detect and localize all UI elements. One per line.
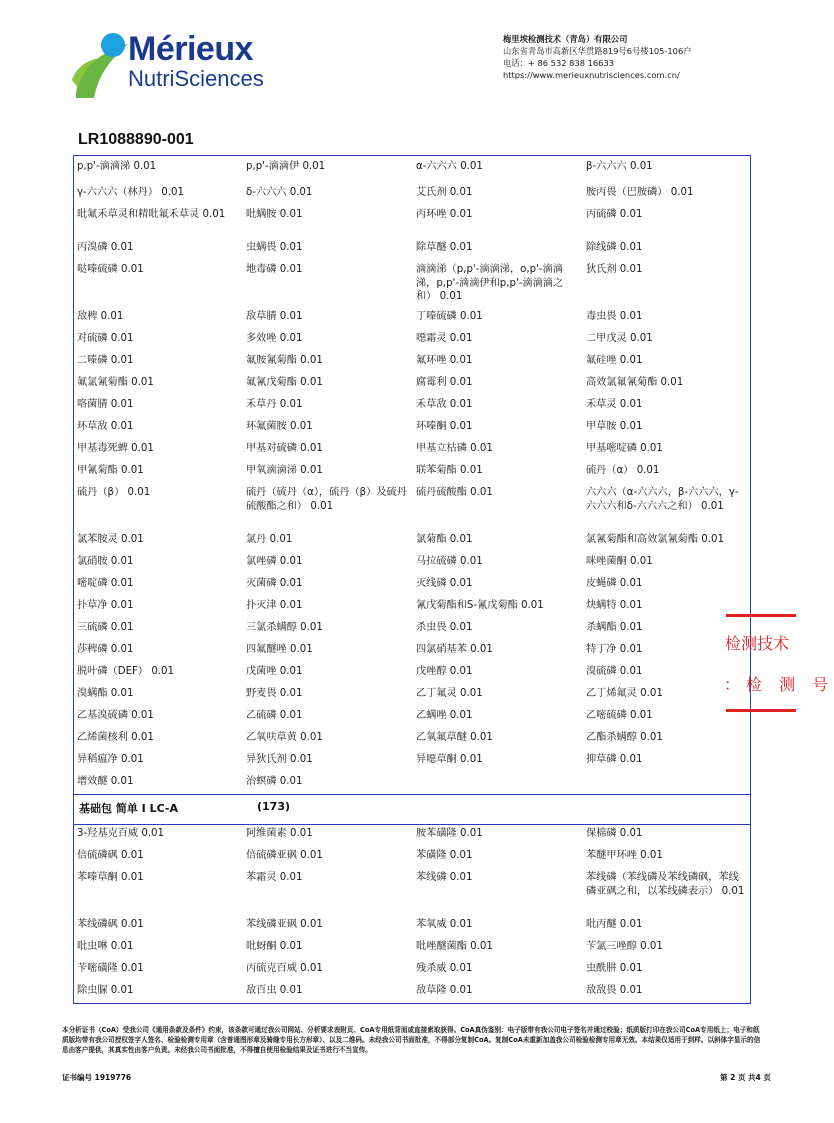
table-cell: 乙螨唑 0.01 (416, 710, 473, 721)
table-cell: 氟硅唑 0.01 (586, 355, 643, 366)
table-cell: 乙酯杀螨醇 0.01 (586, 732, 663, 743)
table-cell: 乙烯菌核利 0.01 (77, 732, 154, 743)
table-cell: 多效唑 0.01 (246, 333, 303, 344)
table-cell: 三氯杀螨醇 0.01 (246, 622, 323, 633)
table-cell: 吡螨胺 0.01 (246, 209, 303, 220)
table-cell: 阿维菌素 0.01 (246, 828, 313, 839)
table-cell: 甲基对硫磷 0.01 (246, 443, 323, 454)
table-cell: 氯苯胺灵 0.01 (77, 534, 144, 545)
table-cell: 氯菊酯 0.01 (416, 534, 473, 545)
table-cell: 丙环唑 0.01 (416, 209, 473, 220)
table-cell: 苯霜灵 0.01 (246, 872, 303, 883)
disclaimer-text: 本分析证书（CoA）受我公司《通用条款及条件》约束，该条款可通过我公司网站、分析要求表附页、CoA专用纸背面或直接索取获得。CoA真伪鉴别：电子版带有我公司电子签名并通过校验；纸质版打印在我公司CoA专用纸上；电子和纸质版均带有我公司授权签字人签名、检验检测专用章（含普通图形章及骑缝专用长方形章）、以及二维码。未经我公司书面批准，不得部分复制CoA。复制CoA未重新加盖我公司检验检测专用章无效。本结果仅适用于到样。以斜体字显示的信息由客户提供，其真实性由客户负责。未经我公司书面批准，不得擅自使用检验结果及证书进行不当宣传。 (62, 1026, 761, 1054)
table-cell: 苯线磷（苯线磷及苯线磷砜，苯线磷亚砜之和，以苯线磷表示） 0.01 (586, 872, 745, 897)
table-cell: 乙基溴硫磷 0.01 (77, 710, 154, 721)
table-cell: 胺苯磺隆 0.01 (416, 828, 483, 839)
table-cell: 3-羟基克百威 0.01 (77, 828, 165, 839)
table-cell: 吡虫啉 0.01 (77, 941, 134, 952)
stamp-bottom-line (726, 709, 796, 712)
table-cell: 马拉硫磷 0.01 (416, 556, 483, 567)
table-cell: 敌草隆 0.01 (416, 985, 473, 996)
table-cell: 四氟醚唑 0.01 (246, 644, 313, 655)
table-cell: 吡丙醚 0.01 (586, 919, 643, 930)
table-cell: 苯磺隆 0.01 (416, 850, 473, 861)
table-cell: p,p'-滴滴伊 0.01 (246, 161, 326, 172)
table-cell: 异噁草酮 0.01 (416, 754, 483, 765)
table-cell: 敌百虫 0.01 (246, 985, 303, 996)
section-title: 基础包 简单 I LC-A (79, 802, 178, 815)
table-cell: 四氯硝基苯 0.01 (416, 644, 493, 655)
table-cell: 二嗪磷 0.01 (77, 355, 134, 366)
table-cell: 扑草净 0.01 (77, 600, 134, 611)
table-cell: 苯线磷砜 0.01 (77, 919, 144, 930)
table-cell: 氟环唑 0.01 (416, 355, 473, 366)
table-cell: 敌敌畏 0.01 (586, 985, 643, 996)
table-cell: 毒虫畏 0.01 (586, 311, 643, 322)
table-cell: 禾草敌 0.01 (416, 399, 473, 410)
table-cell: 乙丁氟灵 0.01 (416, 688, 483, 699)
table-cell: 莎稗磷 0.01 (77, 644, 134, 655)
table-cell: 灭菌磷 0.01 (246, 578, 303, 589)
stamp-top-line (726, 614, 796, 617)
table-cell: 敌稗 0.01 (77, 311, 124, 322)
table-cell: δ-六六六 0.01 (246, 187, 313, 198)
table-cell: 嘧啶磷 0.01 (77, 578, 134, 589)
table-cell: 滴滴涕（p,p'-滴滴涕，o,p'-滴滴涕，p,p'-滴滴伊和p,p'-滴滴滴之和） 0.01 (416, 264, 564, 302)
table-cell: 除草醚 0.01 (416, 242, 473, 253)
table-cell: 噁霜灵 0.01 (416, 333, 473, 344)
table-cell: 氰戊菊酯和S-氰戊菊酯 0.01 (416, 600, 544, 611)
table-cell: 虫酰肼 0.01 (586, 963, 643, 974)
table-cell: 灭线磷 0.01 (416, 578, 473, 589)
table-cell: 溴硫磷 0.01 (586, 666, 643, 677)
table-cell: 倍硫磷砜 0.01 (77, 850, 144, 861)
table-cell: 丁嗪硫磷 0.01 (416, 311, 483, 322)
table-cell: 六六六（α-六六六，β-六六六，γ-六六六和δ-六六六之和） 0.01 (586, 487, 739, 512)
table-cell: 丙硫克百威 0.01 (246, 963, 323, 974)
table-cell: 对硫磷 0.01 (77, 333, 134, 344)
table-cell: 苯线磷 0.01 (416, 872, 473, 883)
page-indicator: 第 2 页 共4 页 (720, 1073, 771, 1082)
table-cell: 乙氧呋草黄 0.01 (246, 732, 323, 743)
table-cell: 禾草丹 0.01 (246, 399, 303, 410)
table-cell: 虫螨畏 0.01 (246, 242, 303, 253)
table-cell: 三硫磷 0.01 (77, 622, 134, 633)
table-cell: 苯氧威 0.01 (416, 919, 473, 930)
table-cell: 异狄氏剂 0.01 (246, 754, 313, 765)
brand-subname: NutriSciences (128, 66, 264, 91)
company-address: 山东省青岛市高新区华贯路819号6号楼105-106户 (503, 46, 692, 56)
table-cell: 环草敌 0.01 (77, 421, 134, 432)
brand-name: Mérieux (128, 30, 253, 68)
table-cell: 高效氯氟氰菊酯 0.01 (586, 377, 684, 388)
table-cell: 治螟磷 0.01 (246, 776, 303, 787)
table-cell: 倍硫磷亚砜 0.01 (246, 850, 323, 861)
official-stamp (724, 612, 834, 714)
table-cell: γ-六六六（林丹） 0.01 (77, 187, 184, 198)
table-cell: 哒嗪硫磷 0.01 (77, 264, 144, 275)
table-cell: 甲基立枯磷 0.01 (416, 443, 493, 454)
table-cell: 环嗪酮 0.01 (416, 421, 473, 432)
table-cell: 狄氏剂 0.01 (586, 264, 643, 275)
table-cell: 炔螨特 0.01 (586, 600, 643, 611)
table-cell: p,p'-滴滴涕 0.01 (77, 161, 157, 172)
table-cell: 扑灭津 0.01 (246, 600, 303, 611)
table-cell: 胺丙畏（巴胺磷） 0.01 (586, 187, 694, 198)
table-cell: 戊菌唑 0.01 (246, 666, 303, 677)
table-cell: 氯氰菊酯和高效氯氰菊酯 0.01 (586, 534, 724, 545)
table-cell: 氯硝胺 0.01 (77, 556, 134, 567)
table-cell: 野麦畏 0.01 (246, 688, 303, 699)
table-cell: 硫丹（硫丹（α），硫丹（β）及硫丹硫酸酯之和） 0.01 (246, 487, 407, 512)
table-cell: 硫丹（α） 0.01 (586, 465, 660, 476)
table-cell: 杀螨酯 0.01 (586, 622, 643, 633)
company-name: 梅里埃检测技术（青岛）有限公司 (503, 34, 628, 44)
table-cell: 硫丹（β） 0.01 (77, 487, 151, 498)
table-cell: 禾草灵 0.01 (586, 399, 643, 410)
table-cell: 乙氧氟草醚 0.01 (416, 732, 493, 743)
table-cell: 苯嗪草酮 0.01 (77, 872, 144, 883)
table-cell: 氟氯氰菊酯 0.01 (77, 377, 154, 388)
table-cell: 苯线磷亚砜 0.01 (246, 919, 323, 930)
section-count: (173) (257, 800, 291, 813)
company-phone: 电话：+ 86 532 838 16633 (503, 58, 615, 68)
table-cell: α-六六六 0.01 (416, 161, 483, 172)
table-cell: 艾氏剂 0.01 (416, 187, 473, 198)
table-cell: 乙嘧硫磷 0.01 (586, 710, 653, 721)
table-cell: 皮蝇磷 0.01 (586, 578, 643, 589)
table-cell: 苯醚甲环唑 0.01 (586, 850, 663, 861)
table-cell: 乙丁烯氟灵 0.01 (586, 688, 663, 699)
table-cell: 苄氯三唑醇 0.01 (586, 941, 663, 952)
table-cell: 丙溴磷 0.01 (77, 242, 134, 253)
table-cell: 氯唑磷 0.01 (246, 556, 303, 567)
table-cell: 敌草腈 0.01 (246, 311, 303, 322)
table-cell: β-六六六 0.01 (586, 161, 653, 172)
table-cell: 抑草磷 0.01 (586, 754, 643, 765)
table-cell: 甲基嘧啶磷 0.01 (586, 443, 663, 454)
table-cell: 咪唑菌酮 0.01 (586, 556, 653, 567)
table-cell: 杀虫畏 0.01 (416, 622, 473, 633)
table-cell: 二甲戊灵 0.01 (586, 333, 653, 344)
company-info (503, 33, 692, 81)
table-cell: 脱叶磷（DEF） 0.01 (77, 666, 174, 677)
stamp-text-1: 检测技术 (725, 634, 790, 653)
table-cell: 环氟菌胺 0.01 (246, 421, 313, 432)
table-cell: 苄嘧磺隆 0.01 (77, 963, 144, 974)
company-url[interactable]: https://www.merieuxnutrisciences.com.cn/ (503, 70, 680, 80)
table-cell: 乙硫磷 0.01 (246, 710, 303, 721)
table-cell: 除线磷 0.01 (586, 242, 643, 253)
table-cell: 戊唑醇 0.01 (416, 666, 473, 677)
table-cell: 氟胺氰菊酯 0.01 (246, 355, 323, 366)
table-cell: 除虫脲 0.01 (77, 985, 134, 996)
certificate-number: 证书编号 1919776 (62, 1073, 132, 1082)
table-cell: 咯菌腈 0.01 (77, 399, 134, 410)
table-cell: 地毒磷 0.01 (246, 264, 303, 275)
report-number: LR1088890-001 (78, 131, 194, 148)
table-cell: 氯丹 0.01 (246, 534, 293, 545)
table-cell: 特丁净 0.01 (586, 644, 643, 655)
table-cell: 残杀威 0.01 (416, 963, 473, 974)
table-cell: 硫丹硫酸酯 0.01 (416, 487, 493, 498)
table-cell: 甲氰菊酯 0.01 (77, 465, 144, 476)
table-cell: 吡蚜酮 0.01 (246, 941, 303, 952)
table-cell: 溴螨酯 0.01 (77, 688, 134, 699)
table-cell: 腐霉利 0.01 (416, 377, 473, 388)
table-cell: 联苯菊酯 0.01 (416, 465, 483, 476)
stamp-text-2: ：检 测 号 (724, 675, 834, 694)
table-cell: 丙硫磷 0.01 (586, 209, 643, 220)
table-cell: 保棉磷 0.01 (586, 828, 643, 839)
table-cell: 增效醚 0.01 (77, 776, 134, 787)
table-cell: 甲草胺 0.01 (586, 421, 643, 432)
table-cell: 氟氰戊菊酯 0.01 (246, 377, 323, 388)
table-cell: 异稻瘟净 0.01 (77, 754, 144, 765)
table-cell: 吡氟禾草灵和精吡氟禾草灵 0.01 (77, 209, 226, 220)
table-cell: 甲氧滴滴涕 0.01 (246, 465, 323, 476)
table-cell: 吡唑醚菌酯 0.01 (416, 941, 493, 952)
table-cell: 甲基毒死蜱 0.01 (77, 443, 154, 454)
